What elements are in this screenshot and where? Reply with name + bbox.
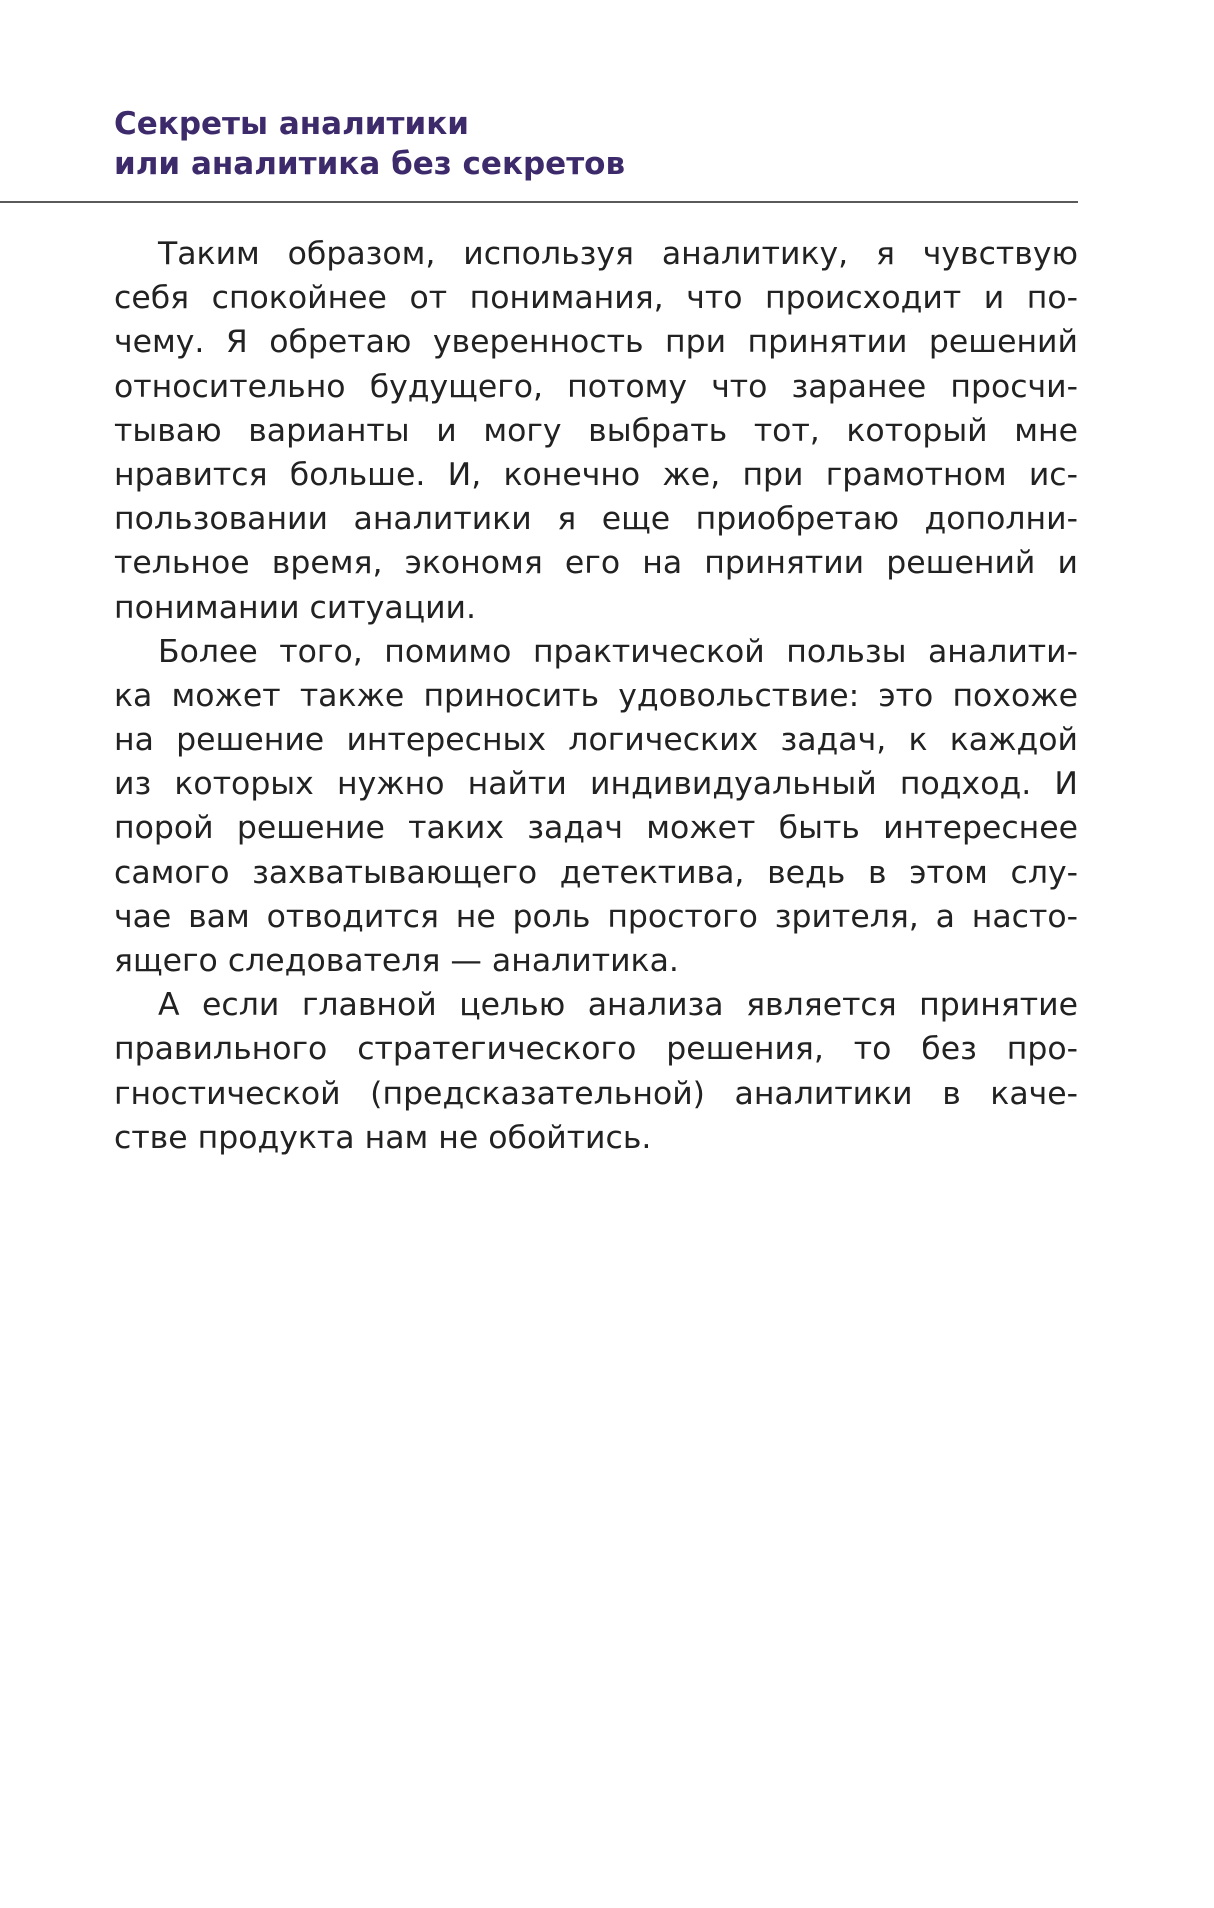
text-line: пользовании аналитики я еще приобретаю дополни- [114, 501, 1078, 538]
text-line: стве продукта нам не обойтись. [114, 1119, 652, 1156]
text-line: гностической (предсказательной) аналитики в каче- [114, 1075, 1078, 1112]
text-line: тельное время, экономя его на принятии решений и [114, 545, 1078, 582]
text-line: на решение интересных логических задач, к каждой [114, 722, 1078, 759]
text-line: правильного стратегического решения, то без про- [114, 1031, 1078, 1068]
text-line: Более того, помимо практической пользы аналити- [158, 633, 1078, 670]
text-line: тываю варианты и могу выбрать тот, который мне [114, 412, 1078, 449]
header-title-line-2: или аналитика без секретов [114, 146, 626, 182]
header-divider [0, 201, 1078, 203]
text-line: ка может также приносить удовольствие: это похоже [114, 677, 1078, 714]
text-line: Таким образом, используя аналитику, я чувствую [158, 236, 1078, 272]
text-line: чае вам отводится не роль простого зрителя, а насто- [114, 898, 1078, 935]
text-line: ящего следователя — аналитика. [114, 943, 679, 979]
text-line: относительно будущего, потому что заранее просчи- [114, 368, 1078, 405]
header-title-line-1: Секреты аналитики [114, 106, 469, 142]
paragraph-2 [114, 630, 1078, 984]
paragraph-3 [114, 983, 1078, 1160]
paragraph-1 [114, 232, 1078, 630]
text-line: себя спокойнее от понимания, что происходит и по- [114, 280, 1078, 317]
page-body [114, 232, 1078, 1160]
text-line: нравится больше. И, конечно же, при грамотном ис- [114, 456, 1078, 493]
text-line: чему. Я обретаю уверенность при принятии решений [114, 324, 1078, 361]
text-line: из которых нужно найти индивидуальный подход. И [114, 766, 1078, 803]
text-line: понимании ситуации. [114, 589, 477, 626]
text-line: А если главной целью анализа является принятие [158, 987, 1078, 1024]
text-line: самого захватывающего детектива, ведь в этом слу- [114, 854, 1078, 891]
text-line: порой решение таких задач может быть интереснее [114, 810, 1078, 847]
running-header [114, 104, 1014, 184]
